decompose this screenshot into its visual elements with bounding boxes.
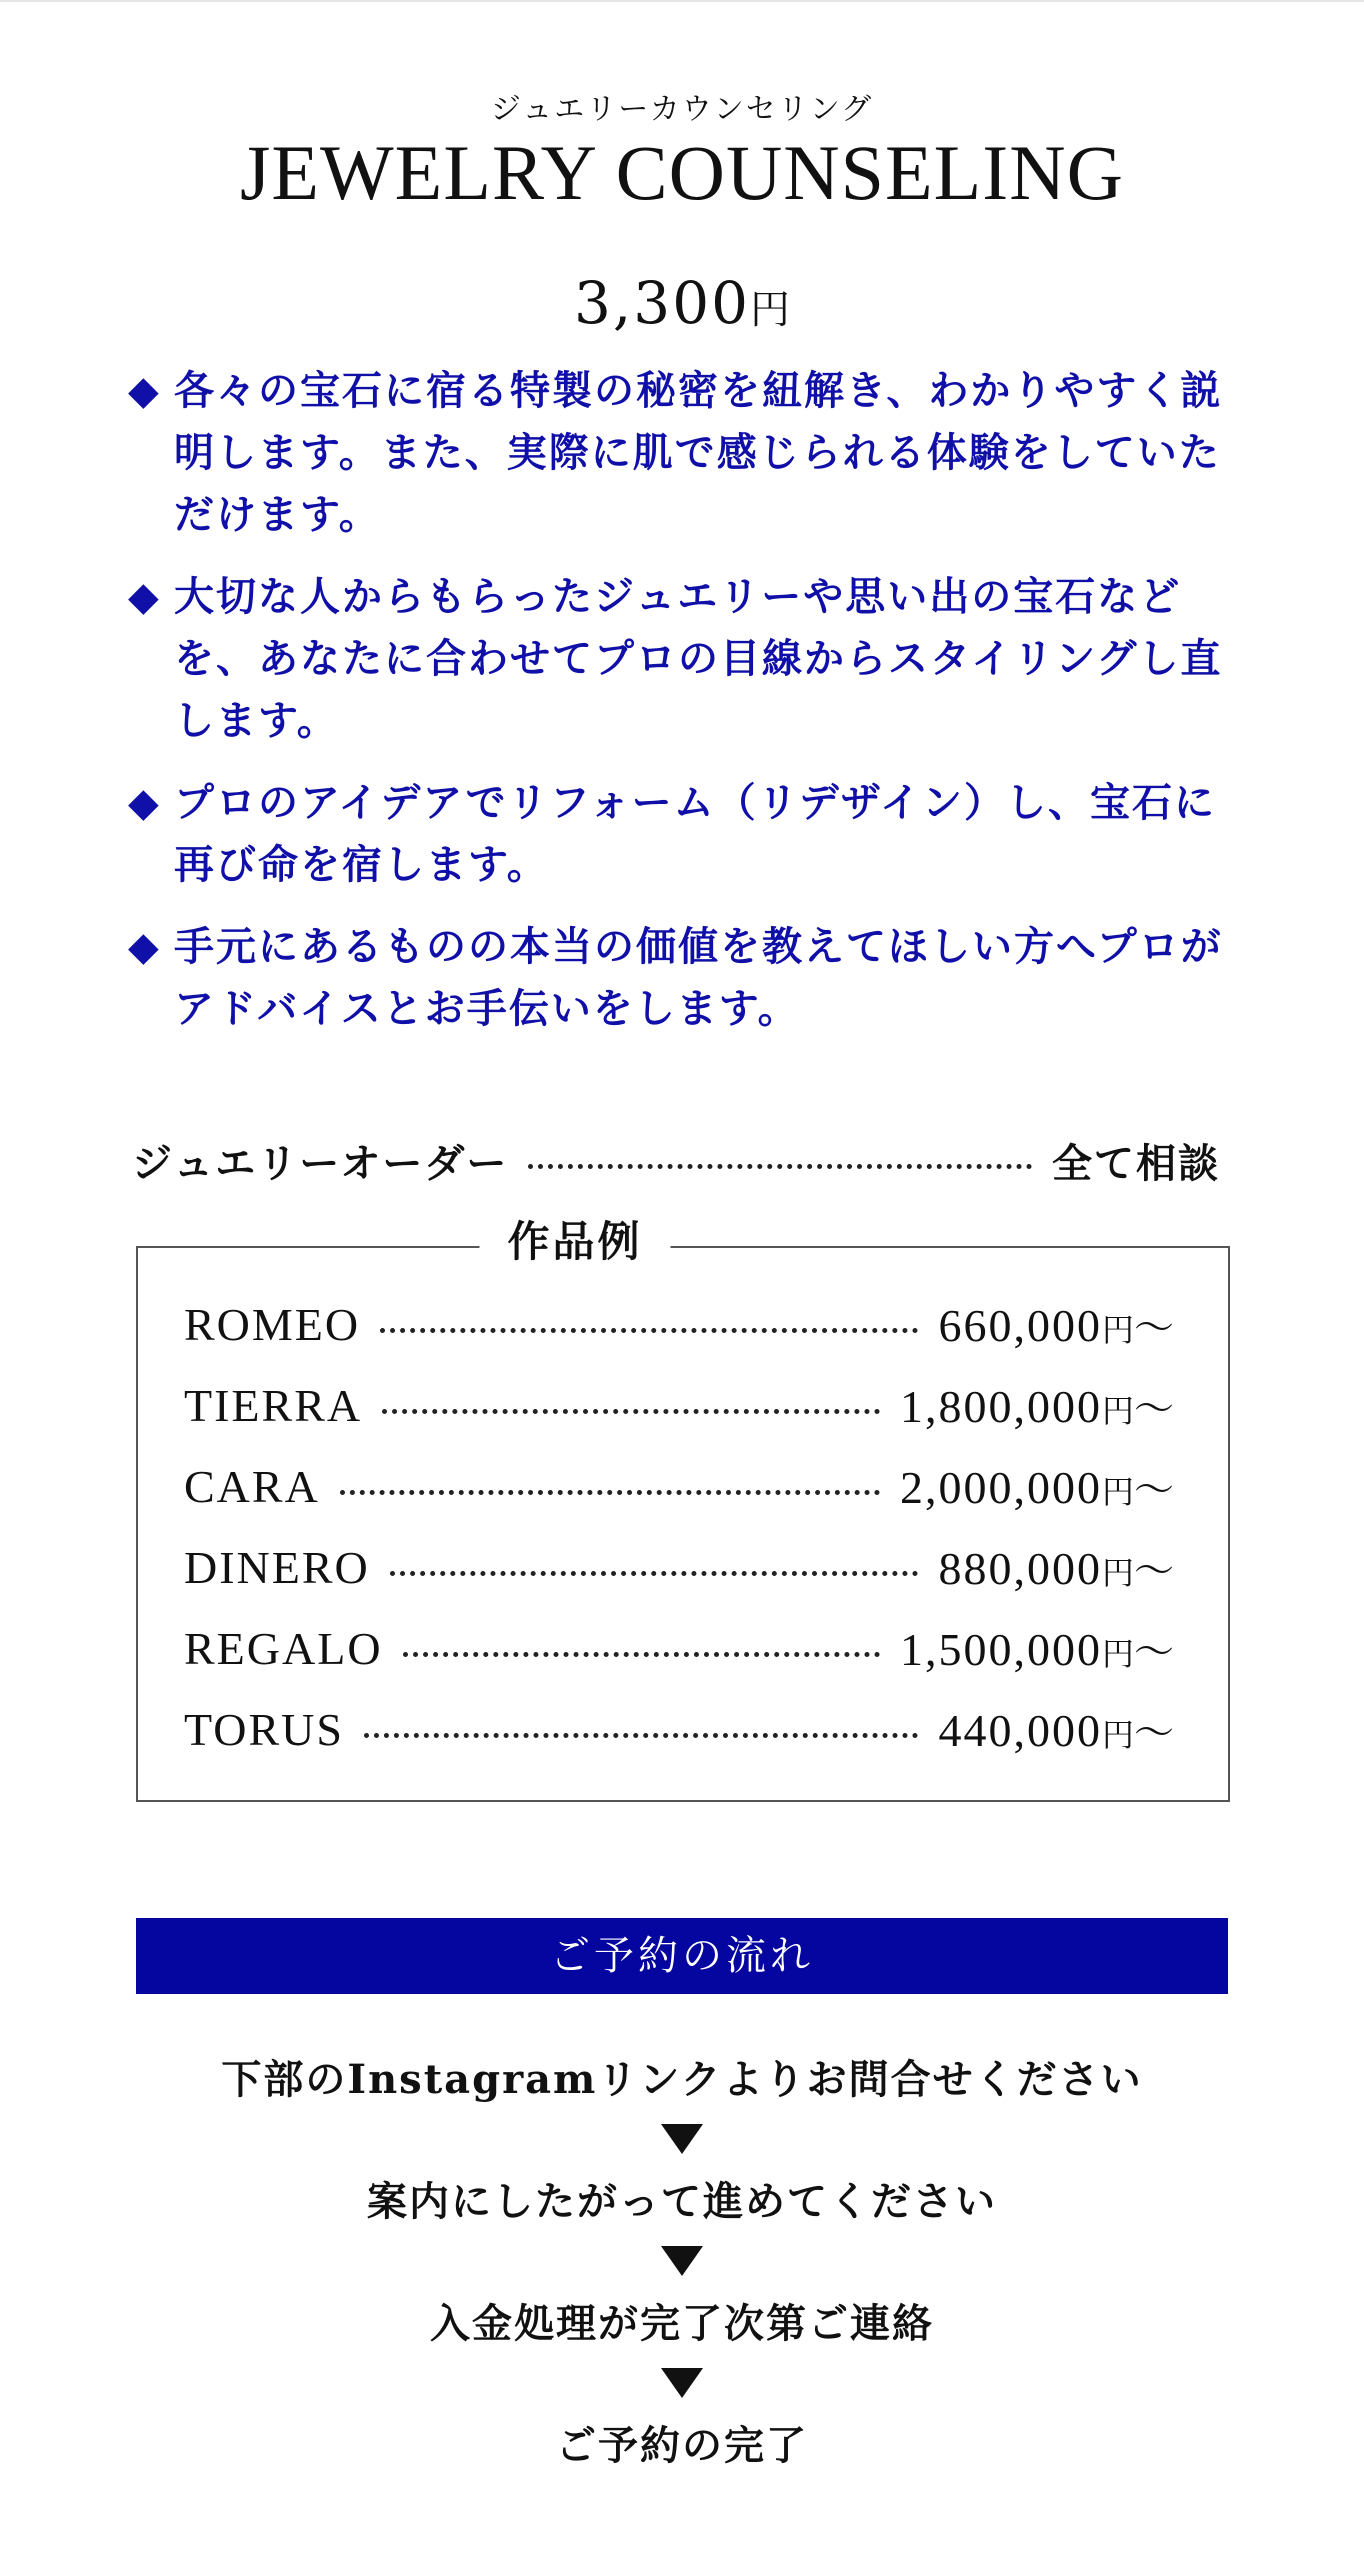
dotted-leader xyxy=(528,1164,1032,1169)
list-item xyxy=(184,1608,1176,1689)
price-number: 2,000,000 xyxy=(899,1462,1102,1513)
dotted-leader xyxy=(390,1571,919,1576)
list-item xyxy=(184,1284,1176,1365)
examples-list xyxy=(184,1284,1176,1770)
price-suffix: 〜 xyxy=(1134,1548,1176,1594)
examples-label: 作品例 xyxy=(479,1212,670,1272)
down-arrow-icon xyxy=(661,2368,703,2398)
price-suffix: 〜 xyxy=(1134,1467,1176,1513)
price-suffix: 〜 xyxy=(1134,1629,1176,1675)
feature-item xyxy=(128,360,1248,546)
flow-step: 下部のInstagramリンクよりお問合せください xyxy=(221,2056,1143,2103)
price-number: 1,800,000 xyxy=(899,1381,1102,1432)
dotted-leader xyxy=(403,1652,880,1657)
list-item xyxy=(184,1527,1176,1608)
list-item xyxy=(184,1689,1176,1770)
price-number: 880,000 xyxy=(938,1543,1102,1594)
jewelry-order-row xyxy=(132,1130,1220,1190)
price-unit: 円 xyxy=(1101,1716,1134,1754)
reservation-flow-header: ご予約の流れ xyxy=(136,1918,1228,1994)
price-amount: 3,300 xyxy=(573,269,751,337)
price-suffix: 〜 xyxy=(1134,1386,1176,1432)
list-item xyxy=(184,1446,1176,1527)
item-price xyxy=(938,1539,1176,1596)
price-unit: 円 xyxy=(1101,1311,1134,1349)
dotted-leader xyxy=(382,1409,880,1414)
diamond-bullet-icon: ◆ xyxy=(128,573,161,620)
feature-text: 大切な人からもらったジュエリーや思い出の宝石などを、あなたに合わせてプロの目線からスタイリングし直します。 xyxy=(174,573,1223,744)
down-arrow-icon xyxy=(661,2124,703,2154)
reservation-flow xyxy=(0,2044,1364,2482)
price-suffix: 〜 xyxy=(1134,1305,1176,1351)
price-unit: 円 xyxy=(1101,1392,1134,1430)
price-number: 440,000 xyxy=(938,1705,1102,1756)
price-suffix: 〜 xyxy=(1134,1710,1176,1756)
price-unit: 円 xyxy=(1101,1554,1134,1592)
item-name: CARA xyxy=(184,1461,320,1512)
counseling-price xyxy=(0,268,1364,345)
top-divider xyxy=(0,0,1364,2)
page-title: JEWELRY COUNSELING xyxy=(240,129,1124,216)
diamond-bullet-icon: ◆ xyxy=(128,779,161,826)
feature-item xyxy=(128,772,1248,896)
page-subtitle: ジュエリーカウンセリング xyxy=(490,92,874,127)
item-price xyxy=(900,1620,1176,1677)
order-label: ジュエリーオーダー xyxy=(132,1139,509,1187)
feature-list xyxy=(128,360,1248,1060)
dotted-leader xyxy=(364,1733,919,1738)
dotted-leader xyxy=(380,1328,918,1333)
flow-step: ご予約の完了 xyxy=(556,2422,808,2469)
item-name: REGALO xyxy=(184,1623,383,1674)
flow-step: 入金処理が完了次第ご連絡 xyxy=(430,2300,934,2347)
flow-step: 案内にしたがって進めてください xyxy=(367,2178,997,2225)
item-name: TIERRA xyxy=(184,1380,363,1431)
price-unit: 円 xyxy=(1101,1635,1134,1673)
down-arrow-icon xyxy=(661,2246,703,2276)
page-header xyxy=(0,90,1364,216)
diamond-bullet-icon: ◆ xyxy=(128,367,161,414)
feature-text: 手元にあるものの本当の価値を教えてほしい方へプロがアドバイスとお手伝いをします。 xyxy=(174,923,1223,1032)
dotted-leader xyxy=(340,1490,880,1495)
item-name: ROMEO xyxy=(184,1299,361,1350)
list-item xyxy=(184,1365,1176,1446)
price-unit: 円 xyxy=(1101,1473,1134,1511)
feature-text: プロのアイデアでリフォーム（リデザイン）し、宝石に再び命を宿します。 xyxy=(174,779,1216,888)
price-number: 660,000 xyxy=(938,1300,1102,1351)
item-price xyxy=(900,1458,1176,1515)
price-number: 1,500,000 xyxy=(899,1624,1102,1675)
feature-text: 各々の宝石に宿る特製の秘密を紐解き、わかりやすく説明します。また、実際に肌で感じられる体験をしていただけます。 xyxy=(174,367,1223,538)
item-price xyxy=(938,1701,1176,1758)
price-unit: 円 xyxy=(750,287,791,333)
item-name: DINERO xyxy=(184,1542,370,1593)
item-name: TORUS xyxy=(184,1704,344,1755)
item-price xyxy=(938,1296,1176,1353)
order-value: 全て相談 xyxy=(1052,1139,1220,1187)
feature-item xyxy=(128,916,1248,1040)
feature-item xyxy=(128,566,1248,752)
item-price xyxy=(900,1377,1176,1434)
diamond-bullet-icon: ◆ xyxy=(128,923,161,970)
